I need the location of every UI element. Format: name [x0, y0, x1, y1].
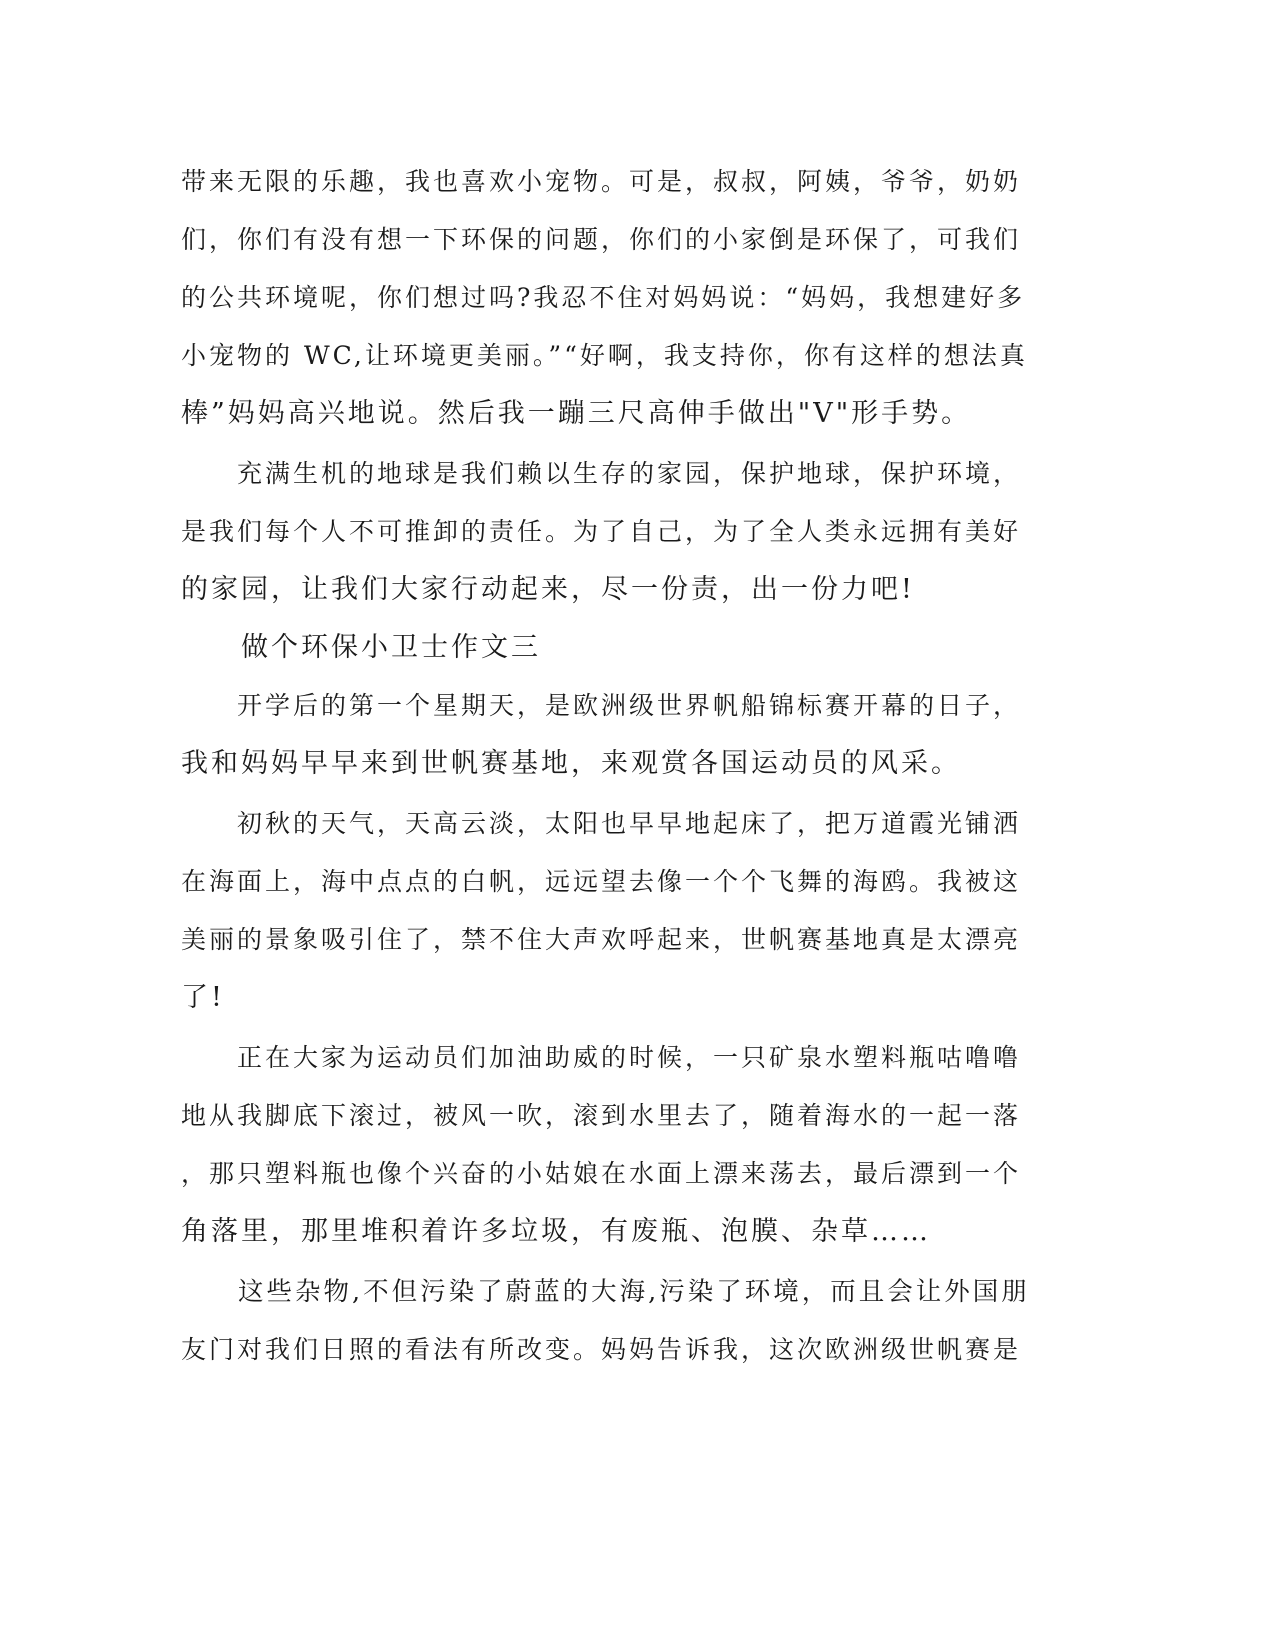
text-line: 棒”妈妈高兴地说。然后我一蹦三尺高伸手做出"V"形手势。 [181, 398, 972, 429]
text-line: 初秋的天气，天高云淡，太阳也早早地起床了，把万道霞光铺洒 [181, 809, 1022, 838]
text-line: 地从我脚底下滚过，被风一吹，滚到水里去了，随着海水的一起一落 [181, 1101, 1022, 1130]
text-line: 带来无限的乐趣，我也喜欢小宠物。可是，叔叔，阿姨，爷爷，奶奶 [181, 167, 1022, 196]
text-line: 正在大家为运动员们加油助威的时候，一只矿泉水塑料瓶咕噜噜 [181, 1043, 1022, 1072]
text-line: 开学后的第一个星期天，是欧洲级世界帆船锦标赛开幕的日子， [181, 691, 1022, 720]
text-line: 了! [181, 982, 225, 1013]
text-line: 的家园，让我们大家行动起来，尽一份责，出一份力吧! [181, 574, 915, 605]
text-line: ，那只塑料瓶也像个兴奋的小姑娘在水面上漂来荡去，最后漂到一个 [181, 1159, 1022, 1188]
text-line: 在海面上，海中点点的白帆，远远望去像一个个飞舞的海鸥。我被这 [181, 867, 1022, 896]
text-line: 充满生机的地球是我们赖以生存的家园，保护地球，保护环境， [181, 459, 1022, 488]
text-line: 们，你们有没有想一下环保的问题，你们的小家倒是环保了，可我们 [181, 225, 1022, 254]
text-line: 的公共环境呢，你们想过吗?我忍不住对妈妈说：“妈妈，我想建好多 [181, 283, 1026, 312]
text-line: 小宠物的 WC,让环境更美丽。”“好啊，我支持你，你有这样的想法真 [181, 341, 1028, 370]
text-line: 美丽的景象吸引住了，禁不住大声欢呼起来，世帆赛基地真是太漂亮 [181, 925, 1022, 954]
section-heading: 做个环保小卫士作文三 [181, 632, 541, 663]
text-line: 这些杂物,不但污染了蔚蓝的大海,污染了环境，而且会让外国朋 [181, 1277, 1030, 1307]
text-line: 我和妈妈早早来到世帆赛基地，来观赏各国运动员的风采。 [181, 748, 961, 779]
text-line: 角落里，那里堆积着许多垃圾，有废瓶、泡膜、杂草…… [181, 1216, 931, 1247]
text-line: 是我们每个人不可推卸的责任。为了自己，为了全人类永远拥有美好 [181, 517, 1022, 546]
text-line: 友门对我们日照的看法有所改变。妈妈告诉我，这次欧洲级世帆赛是 [181, 1335, 1022, 1364]
